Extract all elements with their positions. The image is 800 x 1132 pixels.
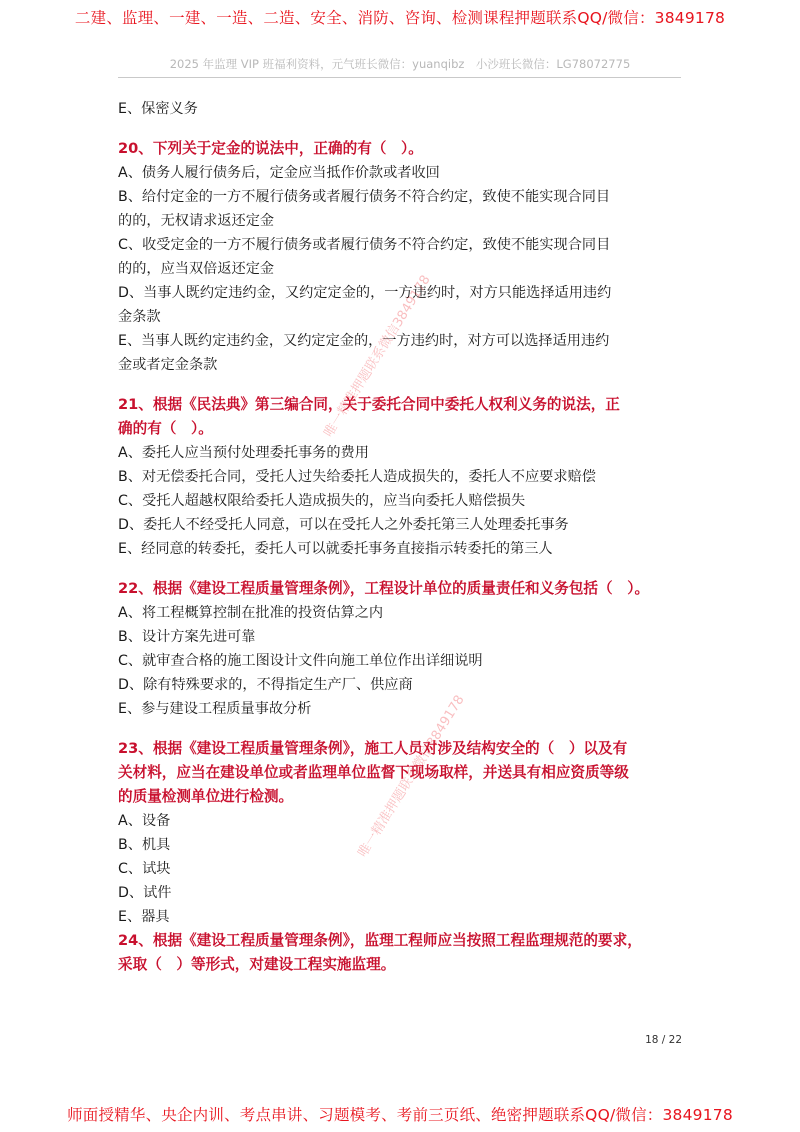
option-line: E、当事人既约定违约金，又约定定金的，一方违约时，对方可以选择适用违约 xyxy=(118,333,610,349)
question-title: 的质量检测单位进行检测。 xyxy=(118,788,294,805)
watermark-text: 唯一精准押题联系微信3849178 xyxy=(355,692,468,861)
question-title: 24、根据《建设工程质量管理条例》，监理工程师应当按照工程监理规范的要求， xyxy=(118,932,642,949)
page-subheader: 2025 年监理 VIP 班福利资料，元气班长微信：yuanqibz 小沙班长微信：LG78072775 xyxy=(169,57,631,71)
question-title: 采取（ ）等形式，对建设工程实施监理。 xyxy=(118,956,396,973)
option-line: 金或者定金条款 xyxy=(118,357,218,373)
option-line: D、当事人既约定违约金，又约定定金的，一方违约时，对方只能选择适用违约 xyxy=(118,285,612,301)
option-line: 的的，应当双倍返还定金 xyxy=(118,261,275,277)
option-line: E、器具 xyxy=(118,909,170,925)
top-promo-banner: 二建、监理、一建、一造、二造、安全、消防、咨询、检测课程押题联系QQ/微信：3849178 xyxy=(74,9,726,27)
option-line: B、给付定金的一方不履行债务或者履行债务不符合约定，致使不能实现合同目 xyxy=(118,189,611,205)
option-line: 金条款 xyxy=(118,309,161,325)
watermark-text: 唯一精准押题联系微信3849178 xyxy=(321,272,434,441)
option-line: A、债务人履行债务后，定金应当抵作价款或者收回 xyxy=(118,165,440,181)
prev-question-option: E、保密义务 xyxy=(118,101,198,117)
option-line: B、对无偿委托合同，受托人过失给委托人造成损失的，委托人不应要求赔偿 xyxy=(118,469,596,485)
option-line: D、除有特殊要求的，不得指定生产厂、供应商 xyxy=(118,677,413,693)
question-title: 确的有（ ）。 xyxy=(118,420,213,437)
question-21 xyxy=(118,393,684,561)
option-line: C、受托人超越权限给委托人造成损失的，应当向委托人赔偿损失 xyxy=(118,493,526,509)
question-title: 关材料，应当在建设单位或者监理单位监督下现场取样，并送具有相应资质等级 xyxy=(118,764,629,781)
option-line: C、收受定金的一方不履行债务或者履行债务不符合约定，致使不能实现合同目 xyxy=(118,237,611,253)
option-line: A、委托人应当预付处理委托事务的费用 xyxy=(118,445,369,461)
option-line: A、将工程概算控制在批准的投资估算之内 xyxy=(118,605,384,621)
option-line: B、机具 xyxy=(118,837,171,853)
option-line: C、就审查合格的施工图设计文件向施工单位作出详细说明 xyxy=(118,653,483,669)
bottom-promo-banner: 师面授精华、央企内训、考点串讲、习题模考、考前三页纸、绝密押题联系QQ/微信：3849178 xyxy=(67,1106,733,1124)
question-20 xyxy=(118,137,684,377)
question-22 xyxy=(118,577,684,721)
option-line: D、试件 xyxy=(118,885,172,901)
option-line: A、设备 xyxy=(118,813,171,829)
question-title: 21、根据《民法典》第三编合同，关于委托合同中委托人权利义务的说法，正 xyxy=(118,396,620,413)
page-number: 18 / 22 xyxy=(645,1034,682,1046)
question-title: 23、根据《建设工程质量管理条例》，施工人员对涉及结构安全的（ ）以及有 xyxy=(118,740,628,757)
option-line: 的的，无权请求返还定金 xyxy=(118,213,275,229)
header-divider xyxy=(118,77,681,78)
option-line: E、参与建设工程质量事故分析 xyxy=(118,701,312,717)
option-line: E、经同意的转委托，委托人可以就委托事务直接指示转委托的第三人 xyxy=(118,541,553,557)
question-title: 22、根据《建设工程质量管理条例》，工程设计单位的质量责任和义务包括（ ）。 xyxy=(118,580,650,597)
question-24 xyxy=(118,929,684,977)
question-23 xyxy=(118,737,684,929)
option-line: B、设计方案先进可靠 xyxy=(118,629,256,645)
document-body xyxy=(118,97,684,977)
option-line: D、委托人不经受托人同意，可以在受托人之外委托第三人处理委托事务 xyxy=(118,517,569,533)
option-line: C、试块 xyxy=(118,861,171,877)
question-title: 20、下列关于定金的说法中，正确的有（ ）。 xyxy=(118,140,423,157)
